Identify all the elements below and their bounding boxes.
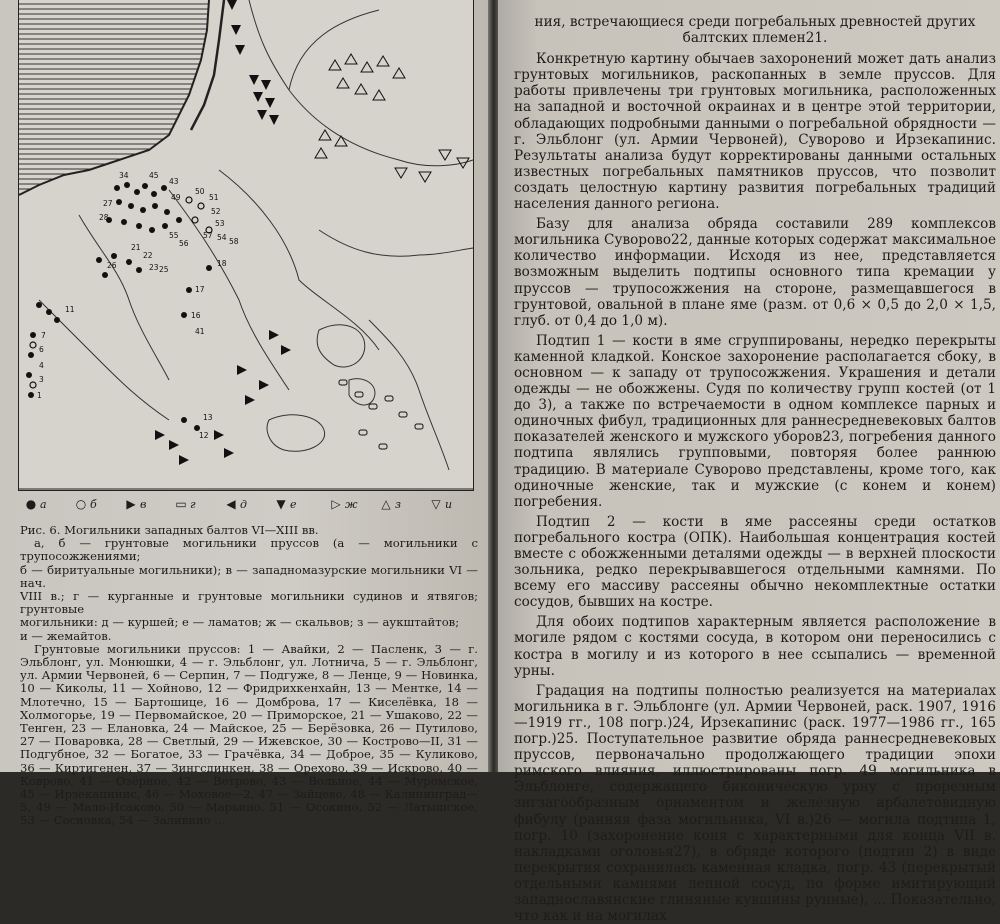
site-open-triangle bbox=[355, 84, 367, 94]
site-barrow bbox=[415, 424, 423, 429]
site-triangle bbox=[179, 455, 189, 465]
legend-item: ▽ и bbox=[429, 497, 452, 515]
open-circle-icon: ○ bbox=[75, 497, 87, 511]
paragraph: ния, встречающиеся среди погребальных древностей других балтских племен21. bbox=[534, 14, 976, 47]
paragraph: Базу для анализа обряда составили 289 комплексов могильника Суворово22, данные которых содержат максимальное количество информации. Исходя из нее, представляется возможным выделить подтипы основного типа кремации у пруссов — трупосожжения на стороне, размещавшегося в грунтовой, овальной в плане яме (разм. от 0,6 × 0,5 до 2,0 × 1,5, глуб. от 0,4 до 1,0 м). bbox=[514, 216, 996, 329]
map-number: 12 bbox=[199, 431, 209, 440]
site-barrow bbox=[399, 412, 407, 417]
site-dot bbox=[151, 191, 157, 197]
site-open-triangle bbox=[373, 90, 385, 100]
barrow-icon: ▭ bbox=[175, 497, 187, 511]
site-dot bbox=[136, 223, 142, 229]
map-number: 4 bbox=[39, 361, 44, 370]
site-dot bbox=[36, 302, 42, 308]
site-triangle bbox=[269, 330, 279, 340]
open-down-triangle-icon: ▽ bbox=[431, 497, 441, 511]
map-number: 34 bbox=[119, 171, 129, 180]
site-inv-triangle bbox=[439, 150, 451, 160]
site-dot bbox=[206, 265, 212, 271]
map-number: 11 bbox=[65, 305, 75, 314]
site-open-triangle bbox=[315, 148, 327, 158]
river-3 bbox=[219, 170, 379, 350]
site-open-triangle bbox=[329, 60, 341, 70]
left-triangle-icon: ◀ bbox=[226, 497, 236, 511]
river-8 bbox=[369, 320, 449, 470]
site-dot bbox=[26, 372, 32, 378]
book-gutter bbox=[488, 0, 498, 772]
figure-caption bbox=[20, 523, 478, 828]
site-dot bbox=[140, 207, 146, 213]
sea-area bbox=[19, 0, 209, 195]
map-number: 53 bbox=[215, 219, 225, 228]
caption-line: VIII в.; г — курганные и грунтовые могильники судинов и ятвягов; грунтовые bbox=[20, 589, 478, 617]
site-dot bbox=[186, 287, 192, 293]
site-open-triangle bbox=[393, 68, 405, 78]
left-page bbox=[0, 0, 488, 828]
site-triangle bbox=[281, 345, 291, 355]
site-triangle bbox=[169, 440, 179, 450]
site-circle bbox=[30, 342, 36, 348]
site-triangle bbox=[237, 365, 247, 375]
site-open-triangle bbox=[335, 136, 347, 146]
site-circle bbox=[30, 382, 36, 388]
site-barrow bbox=[359, 430, 367, 435]
map-number: 49 bbox=[171, 193, 181, 202]
site-open-triangle bbox=[361, 62, 373, 72]
lake-1 bbox=[317, 325, 365, 367]
legend-item: △ з bbox=[379, 497, 401, 515]
map-number: 6 bbox=[39, 345, 44, 354]
body-text bbox=[514, 14, 996, 924]
river-7 bbox=[319, 230, 473, 256]
caption-line: и — жемайтов. bbox=[20, 628, 112, 643]
site-circle bbox=[192, 217, 198, 223]
site-dot bbox=[121, 219, 127, 225]
open-right-triangle-icon: ▷ bbox=[331, 497, 341, 511]
site-dot bbox=[126, 259, 132, 265]
site-barrow bbox=[369, 404, 377, 409]
site-dot bbox=[164, 209, 170, 215]
site-circle bbox=[198, 203, 204, 209]
site-dot bbox=[142, 183, 148, 189]
map-number: 13 bbox=[203, 413, 213, 422]
map-number: 43 bbox=[169, 177, 179, 186]
right-page bbox=[498, 0, 1000, 924]
site-open-triangle bbox=[319, 130, 331, 140]
map-number: 17 bbox=[195, 285, 205, 294]
site-triangle bbox=[259, 380, 269, 390]
map-number: 58 bbox=[229, 237, 239, 246]
site-dot bbox=[128, 203, 134, 209]
site-dot bbox=[181, 417, 187, 423]
map-number: 56 bbox=[179, 239, 189, 248]
site-triangle bbox=[214, 430, 224, 440]
map-number: 52 bbox=[211, 207, 221, 216]
site-dot bbox=[152, 203, 158, 209]
site-dot bbox=[46, 309, 52, 315]
site-dot bbox=[136, 267, 142, 273]
site-triangle bbox=[257, 110, 267, 120]
site-triangle bbox=[227, 0, 237, 10]
map-number: 27 bbox=[103, 199, 113, 208]
paragraph: Градация на подтипы полностью реализуется на материалах могильника в г. Эльблонге (ул. Армии Червоней, раск. 1907, 1916—1919 гг., 108 погр.)24, Ирзекапинис (раск. 1977—1986 гг., 165 погр.)25. Поступательное развитие обряда раннесредневековых пруссов, первоначально продолжающего традиции эпохи римского влияния, иллюстрированы погр. 49 могильника в Эльблонге, содержащего биконическую урну с прорезным зигзагообразным орнаментом и железную арбалетовидную фибулу (ранняя фаза могильника, VI в.)26 — могила подтипа 1, погр. 10 (захоронение коня с характерными для конца VII в. накладками оголовья27), в обряде которого (подтип 2) в виде перекрытия сохранилась каменная кладка, погр. 43 (перекрытый отдельными камнями лепной сосуд, по форме имитирующий западнославянские глиняные кувшины рунные), ... Показательно, что как и на могилах bbox=[514, 682, 996, 924]
legend-item: ◀ д bbox=[224, 497, 247, 515]
site-barrow bbox=[385, 396, 393, 401]
map-number: 41 bbox=[195, 327, 205, 336]
down-triangle-icon: ▼ bbox=[276, 497, 286, 511]
site-circle bbox=[186, 197, 192, 203]
map-number: 1 bbox=[37, 391, 42, 400]
site-triangle bbox=[261, 80, 271, 90]
open-up-triangle-icon: △ bbox=[381, 497, 391, 511]
map-number: 18 bbox=[217, 259, 227, 268]
site-triangle bbox=[253, 92, 263, 102]
caption-line: а, б — грунтовые могильники пруссов (а — могильники с трупосожжениями; bbox=[20, 536, 478, 564]
site-triangle bbox=[235, 45, 245, 55]
map-number: 25 bbox=[159, 265, 169, 274]
map-number: 50 bbox=[195, 187, 205, 196]
site-triangle bbox=[224, 448, 234, 458]
site-dot bbox=[134, 189, 140, 195]
site-dot bbox=[28, 392, 34, 398]
site-open-triangle bbox=[345, 54, 357, 64]
site-dot bbox=[162, 223, 168, 229]
map-number: 26 bbox=[107, 261, 117, 270]
paragraph: Конкретную картину обычаев захоронений может дать анализ грунтовых могильников, раскопанных в земле пруссов. Для работы привлечены три грунтовых могильника, расположенных на западной и восточной окраинах и в центре этой территории, обладающих подробными данными о погребальной обрядности — г. Эльблонг (ул. Армии Червоней), Суворово и Ирзекапинис. Результаты анализа будут корректированы данными остальных известных погребальных памятников пруссов, что позволит создать целостную картину развития погребальных традиций населения данного региона. bbox=[514, 51, 996, 213]
site-triangle bbox=[245, 395, 255, 405]
filled-circle-icon: ● bbox=[25, 497, 37, 511]
map-number: 54 bbox=[217, 233, 227, 242]
site-dot bbox=[114, 185, 120, 191]
river-1 bbox=[249, 0, 473, 166]
paragraph: Для обоих подтипов характерным является расположение в могиле рядом с костями сосуда, в котором они переносились с костра в могилу и из которого в нее ссыпались — временной урны. bbox=[514, 614, 996, 679]
paragraph: Подтип 1 — кости в яме сгруппированы, нередко перекрыты каменной кладкой. Конское захоронение располагается сбоку, в основном — к западу от трупосожжения. Украшения и детали одежды — не обожжены. Судя по количеству групп костей (от 1 до 3), а также по встречаемости в одном комплексе парных и одиночных фибул, традиционных для раннесредневековых балтов показателей женского и мужского уборов23, погребения данного подтипа являлись групповыми, повторяя более раннюю традицию. В материале Суворово представлены, кроме того, как одиночные женские, так и мужские (с конем и конем) погребения. bbox=[514, 332, 996, 510]
site-triangle bbox=[269, 115, 279, 125]
paragraph: Подтип 2 — кости в яме рассеяны среди остатков погребального костра (ОПК). Наибольшая концентрация костей вместе с обожженными деталями одежды — в верхней плоскости зольника, редко перекрывавшегося отдельными камнями. По всему его массиву рассеяны обычно некомплектные остатки сосудов, бывших на костре. bbox=[514, 513, 996, 611]
legend-item: ▭ г bbox=[175, 497, 196, 511]
map-number: 55 bbox=[169, 231, 179, 240]
site-triangle bbox=[231, 25, 241, 35]
caption-line: могильники: д — куршей; е — ламатов; ж — скальвов; з — аукштайтов; bbox=[20, 615, 460, 630]
caption-site-list: Грунтовые могильники пруссов: 1 — Авайки, 2 — Пасленк, 3 — г. Эльблонг, ул. Монюшки, 4 — г. Эльблонг, ул. Лотнича, 5 — г. Эльблонг, ул. Армии Червоней, 6 — Серпин, 7 — Подгуже, 8 — Ленце, 9 — Новинка, 10 — Киколы, 11 — Хойново, 12 — Фридрихкенхайн, 13 — Ментке, 14 — Млотечно, 15 — Бартошице, 16 — Домброва, 17 — Киселёвка, 18 — Холмогорье, 19 — Первомайское, 20 — Приморское, 21 — Ушакoво, 22 — Тенген, 23 — Елановка, 24 — Майское, 25 — Берёзовка, 26 — Путилово, 27 — Поваровка, 28 — Светлый, 29 — Ижевское, 30 — Кострово—II, 31 — Подгубное, 32 — Богатое, 33 — Грачёвка, 34 — Доброе, 35 — Куликово, 36 — Киртигенен, 37 — Зингсдинкен, 38 — Орехово, 39 — Искрово, 40 — Ковровo, 41 — Озёрное, 42 — Ветрово, 43 — Вольное, 44 — Муромское, 45 — Ирзекапинис, 46 — Моховое—2, 47 — Зайцево, 48 — Калининград—5, 49 — Мало-Исаково, 50 — Марьино, 51 — Осокино, 52 — Латышское, 53 — Сосновка, 54 — Заливино ... bbox=[20, 641, 478, 828]
site-dot bbox=[30, 332, 36, 338]
site-dot bbox=[124, 182, 130, 188]
map-number: 16 bbox=[191, 311, 201, 320]
site-barrow bbox=[379, 444, 387, 449]
map-number: 28 bbox=[99, 213, 109, 222]
map-legend bbox=[24, 497, 476, 515]
map-number: 45 bbox=[149, 171, 159, 180]
site-dot bbox=[161, 185, 167, 191]
map-number: 57 bbox=[203, 231, 213, 240]
legend-item: ▼ е bbox=[274, 497, 297, 515]
river-5 bbox=[79, 215, 169, 380]
site-inv-triangle bbox=[395, 168, 407, 178]
map-figure bbox=[18, 0, 474, 491]
site-barrow bbox=[355, 392, 363, 397]
legend-item: ○ б bbox=[75, 497, 97, 511]
site-inv-triangle bbox=[419, 172, 431, 182]
site-open-triangle bbox=[377, 56, 389, 66]
map-number: 3 bbox=[39, 375, 44, 384]
site-triangle bbox=[249, 75, 259, 85]
site-dot bbox=[28, 352, 34, 358]
site-dot bbox=[116, 199, 122, 205]
caption-line: б — биритуальные могильники); в — западномазурские могильники VI — нач. bbox=[20, 562, 478, 590]
legend-item: ● а bbox=[25, 497, 47, 511]
legend-item: ▷ ж bbox=[329, 497, 358, 515]
legend-item: ▶ в bbox=[124, 497, 146, 515]
river-2 bbox=[289, 10, 379, 90]
site-triangle bbox=[155, 430, 165, 440]
site-open-triangle bbox=[337, 78, 349, 88]
site-triangle bbox=[265, 98, 275, 108]
right-triangle-icon: ▶ bbox=[126, 497, 136, 511]
map-number: 22 bbox=[143, 251, 153, 260]
site-dot bbox=[149, 227, 155, 233]
map-number: 51 bbox=[209, 193, 219, 202]
site-dot bbox=[96, 257, 102, 263]
map-number: 21 bbox=[131, 243, 141, 252]
site-dot bbox=[111, 253, 117, 259]
site-dot bbox=[181, 312, 187, 318]
site-dot bbox=[54, 317, 60, 323]
map-drawing bbox=[19, 0, 473, 490]
site-dot bbox=[102, 272, 108, 278]
site-dot bbox=[176, 217, 182, 223]
site-barrow bbox=[339, 380, 347, 385]
map-number: 7 bbox=[41, 331, 46, 340]
caption-title: Рис. 6. Могильники западных балтов VI—XIII вв. bbox=[20, 523, 319, 537]
map-number: 23 bbox=[149, 263, 159, 272]
lake-2 bbox=[267, 415, 325, 452]
